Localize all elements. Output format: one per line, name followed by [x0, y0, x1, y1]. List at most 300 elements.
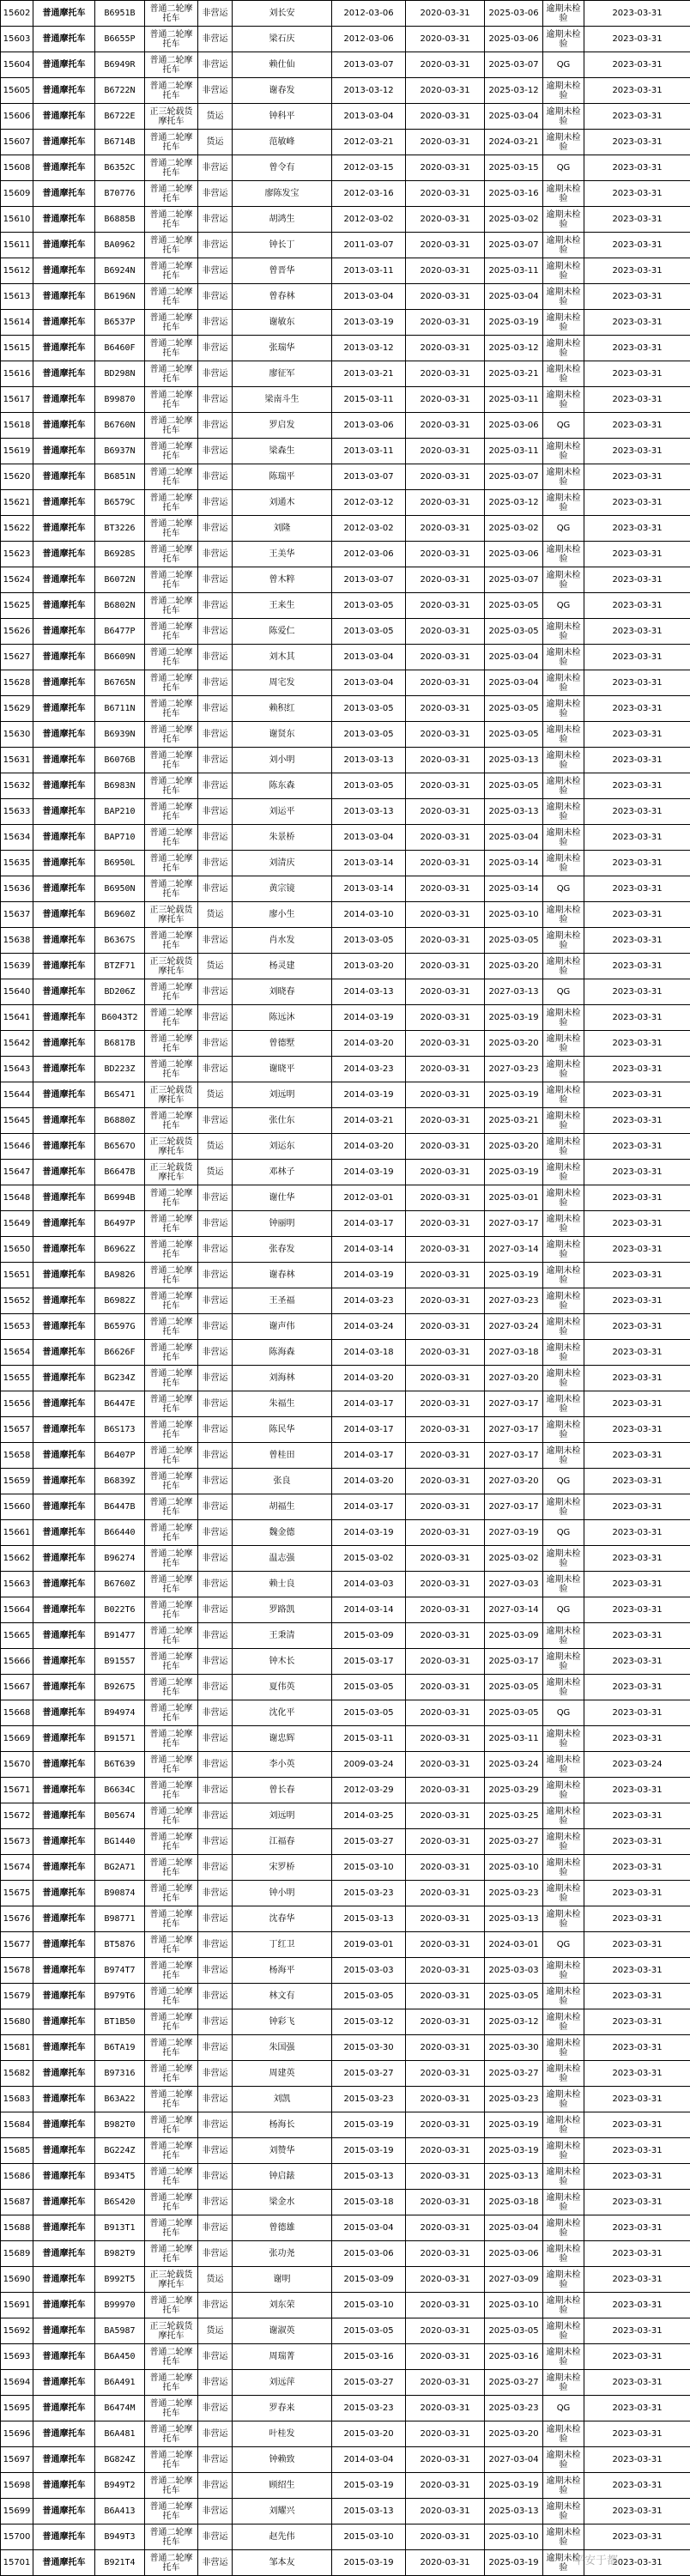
registration-date-cell: 2020-03-31 [406, 2112, 485, 2138]
inspection-expiry-date-cell: 2025-03-05 [485, 2318, 543, 2344]
inspection-status-cell: 逾期未检验 [543, 1546, 584, 1572]
row-number-cell: 15699 [1, 2499, 33, 2524]
registration-date-cell: 2020-03-31 [406, 516, 485, 542]
plate-number-cell: BAP210 [95, 799, 145, 825]
row-number-cell: 15613 [1, 284, 33, 310]
usage-type-cell: 非营运 [198, 1314, 233, 1340]
row-number-cell: 15636 [1, 876, 33, 902]
inspection-expiry-date-cell: 2025-03-11 [485, 387, 543, 413]
inspection-expiry-date-cell: 2025-03-04 [485, 2215, 543, 2241]
table-row [1, 876, 690, 902]
inspection-status-cell: 逾期未检验 [543, 361, 584, 387]
inspection-status-cell: QG [543, 1469, 584, 1494]
table-row [1, 104, 690, 130]
usage-type-cell: 非营运 [198, 1649, 233, 1675]
vehicle-type-cell: 普通摩托车 [33, 258, 95, 284]
vehicle-type-cell: 普通摩托车 [33, 1108, 95, 1134]
inspection-status-cell: 逾期未检验 [543, 2370, 584, 2396]
vehicle-type-cell: 普通摩托车 [33, 1082, 95, 1108]
vehicle-type-cell: 普通摩托车 [33, 1726, 95, 1752]
first-registration-date-cell: 2014-03-14 [332, 1237, 406, 1263]
owner-name-cell: 谢声伟 [233, 1314, 332, 1340]
registration-date-cell: 2020-03-31 [406, 1057, 485, 1082]
inspection-expiry-date-cell: 2025-03-20 [485, 954, 543, 979]
inspection-status-cell: 逾期未检验 [543, 2447, 584, 2473]
row-number-cell: 15658 [1, 1443, 33, 1469]
first-registration-date-cell: 2013-03-07 [332, 464, 406, 490]
first-registration-date-cell: 2015-03-13 [332, 2499, 406, 2524]
vehicle-model-cell: 普通二轮摩托车 [145, 1288, 198, 1314]
vehicle-model-cell: 普通二轮摩托车 [145, 336, 198, 361]
inspection-status-cell: 逾期未检验 [543, 1057, 584, 1082]
inspection-expiry-date-cell: 2027-03-24 [485, 1314, 543, 1340]
row-number-cell: 15676 [1, 1906, 33, 1932]
watermark-text: 平安于都 [573, 2555, 619, 2567]
cutoff-date-cell: 2023-03-31 [584, 1185, 690, 1211]
row-number-cell: 15675 [1, 1881, 33, 1906]
cutoff-date-cell: 2023-03-31 [584, 1803, 690, 1829]
first-registration-date-cell: 2015-03-19 [332, 2550, 406, 2576]
table-row [1, 1494, 690, 1520]
table-row [1, 1340, 690, 1366]
vehicle-model-cell: 普通二轮摩托车 [145, 207, 198, 233]
inspection-status-cell: 逾期未检验 [543, 387, 584, 413]
cutoff-date-cell: 2023-03-31 [584, 2396, 690, 2421]
usage-type-cell: 非营运 [198, 2293, 233, 2318]
plate-number-cell: B6760Z [95, 1572, 145, 1597]
cutoff-date-cell: 2023-03-31 [584, 284, 690, 310]
plate-number-cell: B934T5 [95, 2164, 145, 2190]
table-row [1, 1211, 690, 1237]
first-registration-date-cell: 2014-03-18 [332, 1340, 406, 1366]
inspection-expiry-date-cell: 2027-03-17 [485, 1494, 543, 1520]
registration-date-cell: 2020-03-31 [406, 2473, 485, 2499]
first-registration-date-cell: 2013-03-07 [332, 567, 406, 593]
owner-name-cell: 钟科平 [233, 104, 332, 130]
inspection-expiry-date-cell: 2025-03-06 [485, 413, 543, 439]
inspection-expiry-date-cell: 2025-03-25 [485, 1803, 543, 1829]
owner-name-cell: 江福春 [233, 1829, 332, 1855]
cutoff-date-cell: 2023-03-31 [584, 490, 690, 516]
first-registration-date-cell: 2013-03-12 [332, 336, 406, 361]
table-body [1, 1, 690, 2576]
cutoff-date-cell: 2023-03-31 [584, 593, 690, 619]
usage-type-cell: 非营运 [198, 979, 233, 1005]
row-number-cell: 15621 [1, 490, 33, 516]
table-row [1, 1906, 690, 1932]
registration-date-cell: 2020-03-31 [406, 542, 485, 567]
cutoff-date-cell: 2023-03-31 [584, 1134, 690, 1160]
table-row [1, 78, 690, 104]
registration-date-cell: 2020-03-31 [406, 748, 485, 773]
row-number-cell: 15604 [1, 52, 33, 78]
table-row [1, 1520, 690, 1546]
owner-name-cell: 叶桂发 [233, 2421, 332, 2447]
inspection-expiry-date-cell: 2025-03-19 [485, 2138, 543, 2164]
cutoff-date-cell: 2023-03-31 [584, 1, 690, 27]
first-registration-date-cell: 2014-03-20 [332, 1366, 406, 1391]
owner-name-cell: 廖征军 [233, 361, 332, 387]
inspection-status-cell: QG [543, 1932, 584, 1958]
first-registration-date-cell: 2012-03-12 [332, 490, 406, 516]
cutoff-date-cell: 2023-03-31 [584, 233, 690, 258]
vehicle-type-cell: 普通摩托车 [33, 2035, 95, 2061]
cutoff-date-cell: 2023-03-31 [584, 954, 690, 979]
cutoff-date-cell: 2023-03-31 [584, 876, 690, 902]
owner-name-cell: 丁红卫 [233, 1932, 332, 1958]
first-registration-date-cell: 2015-03-04 [332, 2215, 406, 2241]
plate-number-cell: B91571 [95, 1726, 145, 1752]
registration-date-cell: 2020-03-31 [406, 851, 485, 876]
plate-number-cell: B6711N [95, 696, 145, 722]
row-number-cell: 15635 [1, 851, 33, 876]
vehicle-type-cell: 普通摩托车 [33, 130, 95, 155]
first-registration-date-cell: 2012-03-06 [332, 27, 406, 52]
owner-name-cell: 谢春发 [233, 78, 332, 104]
plate-number-cell: B921T4 [95, 2550, 145, 2576]
table-row [1, 2087, 690, 2112]
inspection-expiry-date-cell: 2025-03-07 [485, 52, 543, 78]
vehicle-model-cell: 普通二轮摩托车 [145, 2447, 198, 2473]
inspection-status-cell: 逾期未检验 [543, 825, 584, 851]
vehicle-type-cell: 普通摩托车 [33, 2061, 95, 2087]
inspection-expiry-date-cell: 2025-03-06 [485, 1, 543, 27]
first-registration-date-cell: 2015-03-10 [332, 1855, 406, 1881]
row-number-cell: 15690 [1, 2267, 33, 2293]
owner-name-cell: 王圣福 [233, 1288, 332, 1314]
plate-number-cell: BT1B50 [95, 2009, 145, 2035]
usage-type-cell: 非营运 [198, 2396, 233, 2421]
row-number-cell: 15695 [1, 2396, 33, 2421]
usage-type-cell: 非营运 [198, 1, 233, 27]
plate-number-cell: B6714B [95, 130, 145, 155]
first-registration-date-cell: 2014-03-17 [332, 1211, 406, 1237]
vehicle-type-cell: 普通摩托车 [33, 1906, 95, 1932]
plate-number-cell: B6983N [95, 773, 145, 799]
owner-name-cell: 廖陈发宝 [233, 181, 332, 207]
inspection-status-cell: 逾期未检验 [543, 258, 584, 284]
table-row [1, 928, 690, 954]
inspection-expiry-date-cell: 2025-03-12 [485, 336, 543, 361]
row-number-cell: 15654 [1, 1340, 33, 1366]
first-registration-date-cell: 2012-03-01 [332, 1185, 406, 1211]
registration-date-cell: 2020-03-31 [406, 1005, 485, 1031]
cutoff-date-cell: 2023-03-31 [584, 1700, 690, 1726]
inspection-status-cell: 逾期未检验 [543, 1160, 584, 1185]
usage-type-cell: 非营运 [198, 876, 233, 902]
table-row [1, 284, 690, 310]
inspection-status-cell: 逾期未检验 [543, 336, 584, 361]
vehicle-model-cell: 普通二轮摩托车 [145, 2190, 198, 2215]
inspection-status-cell: 逾期未检验 [543, 696, 584, 722]
table-row [1, 825, 690, 851]
inspection-expiry-date-cell: 2025-03-12 [485, 78, 543, 104]
inspection-status-cell: QG [543, 155, 584, 181]
row-number-cell: 15622 [1, 516, 33, 542]
inspection-status-cell: 逾期未检验 [543, 2550, 584, 2576]
usage-type-cell: 非营运 [198, 490, 233, 516]
registration-date-cell: 2020-03-31 [406, 2087, 485, 2112]
plate-number-cell: B99970 [95, 2293, 145, 2318]
cutoff-date-cell: 2023-03-31 [584, 2138, 690, 2164]
vehicle-model-cell: 正三轮载货摩托车 [145, 2267, 198, 2293]
vehicle-model-cell: 普通二轮摩托车 [145, 1649, 198, 1675]
table-row [1, 1185, 690, 1211]
first-registration-date-cell: 2015-03-18 [332, 2190, 406, 2215]
row-number-cell: 15615 [1, 336, 33, 361]
inspection-status-cell: QG [543, 52, 584, 78]
first-registration-date-cell: 2014-03-17 [332, 1443, 406, 1469]
vehicle-model-cell: 正三轮载货摩托车 [145, 1160, 198, 1185]
row-number-cell: 15619 [1, 439, 33, 464]
vehicle-type-cell: 普通摩托车 [33, 284, 95, 310]
vehicle-model-cell: 普通二轮摩托车 [145, 1469, 198, 1494]
cutoff-date-cell: 2023-03-31 [584, 1881, 690, 1906]
vehicle-type-cell: 普通摩托车 [33, 464, 95, 490]
usage-type-cell: 非营运 [198, 2112, 233, 2138]
vehicle-type-cell: 普通摩托车 [33, 876, 95, 902]
vehicle-type-cell: 普通摩托车 [33, 336, 95, 361]
vehicle-model-cell: 普通二轮摩托车 [145, 1391, 198, 1417]
registration-date-cell: 2020-03-31 [406, 2164, 485, 2190]
cutoff-date-cell: 2023-03-31 [584, 1288, 690, 1314]
cutoff-date-cell: 2023-03-31 [584, 1443, 690, 1469]
first-registration-date-cell: 2015-03-23 [332, 2396, 406, 2421]
cutoff-date-cell: 2023-03-31 [584, 2061, 690, 2087]
owner-name-cell: 罗路凯 [233, 1597, 332, 1623]
vehicle-model-cell: 普通二轮摩托车 [145, 1932, 198, 1958]
inspection-expiry-date-cell: 2025-03-02 [485, 516, 543, 542]
plate-number-cell: B6634C [95, 1778, 145, 1803]
first-registration-date-cell: 2013-03-11 [332, 439, 406, 464]
owner-name-cell: 周瑞菁 [233, 2344, 332, 2370]
vehicle-model-cell: 普通二轮摩托车 [145, 387, 198, 413]
first-registration-date-cell: 2015-03-09 [332, 2267, 406, 2293]
vehicle-type-cell: 普通摩托车 [33, 748, 95, 773]
inspection-status-cell: 逾期未检验 [543, 1391, 584, 1417]
inspection-expiry-date-cell: 2027-03-09 [485, 2267, 543, 2293]
inspection-expiry-date-cell: 2027-03-20 [485, 1366, 543, 1391]
registration-date-cell: 2020-03-31 [406, 2293, 485, 2318]
row-number-cell: 15666 [1, 1649, 33, 1675]
usage-type-cell: 非营运 [198, 258, 233, 284]
vehicle-model-cell: 普通二轮摩托车 [145, 1340, 198, 1366]
owner-name-cell: 谢淑英 [233, 2318, 332, 2344]
registration-date-cell: 2020-03-31 [406, 1881, 485, 1906]
first-registration-date-cell: 2015-03-19 [332, 2112, 406, 2138]
owner-name-cell: 刘东荣 [233, 2293, 332, 2318]
table-row [1, 1752, 690, 1778]
inspection-status-cell: 逾期未检验 [543, 1494, 584, 1520]
cutoff-date-cell: 2023-03-31 [584, 1108, 690, 1134]
vehicle-model-cell: 普通二轮摩托车 [145, 1829, 198, 1855]
table-row [1, 954, 690, 979]
table-row [1, 2293, 690, 2318]
vehicle-type-cell: 普通摩托车 [33, 1803, 95, 1829]
table-row [1, 773, 690, 799]
vehicle-model-cell: 正三轮载货摩托车 [145, 954, 198, 979]
inspection-expiry-date-cell: 2027-03-23 [485, 1288, 543, 1314]
vehicle-type-cell: 普通摩托车 [33, 361, 95, 387]
table-row [1, 1675, 690, 1700]
row-number-cell: 15634 [1, 825, 33, 851]
inspection-status-cell: 逾期未检验 [543, 928, 584, 954]
vehicle-model-cell: 普通二轮摩托车 [145, 799, 198, 825]
plate-number-cell: B6994B [95, 1185, 145, 1211]
table-row [1, 310, 690, 336]
inspection-expiry-date-cell: 2025-03-20 [485, 2421, 543, 2447]
first-registration-date-cell: 2013-03-13 [332, 799, 406, 825]
plate-number-cell: B979T6 [95, 1984, 145, 2009]
vehicle-model-cell: 普通二轮摩托车 [145, 1237, 198, 1263]
cutoff-date-cell: 2023-03-31 [584, 104, 690, 130]
vehicle-model-cell: 普通二轮摩托车 [145, 1494, 198, 1520]
inspection-status-cell: 逾期未检验 [543, 1263, 584, 1288]
registration-date-cell: 2020-03-31 [406, 876, 485, 902]
row-number-cell: 15633 [1, 799, 33, 825]
cutoff-date-cell: 2023-03-31 [584, 1855, 690, 1881]
owner-name-cell: 张春发 [233, 1237, 332, 1263]
inspection-expiry-date-cell: 2025-03-05 [485, 1675, 543, 1700]
registration-date-cell: 2020-03-31 [406, 361, 485, 387]
table-row [1, 1469, 690, 1494]
cutoff-date-cell: 2023-03-31 [584, 979, 690, 1005]
cutoff-date-cell: 2023-03-31 [584, 78, 690, 104]
vehicle-model-cell: 普通二轮摩托车 [145, 1211, 198, 1237]
cutoff-date-cell: 2023-03-31 [584, 464, 690, 490]
inspection-expiry-date-cell: 2025-03-15 [485, 155, 543, 181]
inspection-status-cell: 逾期未检验 [543, 1340, 584, 1366]
cutoff-date-cell: 2023-03-31 [584, 1160, 690, 1185]
row-number-cell: 15657 [1, 1417, 33, 1443]
registration-date-cell: 2020-03-31 [406, 413, 485, 439]
table-row [1, 542, 690, 567]
inspection-status-cell: 逾期未检验 [543, 2241, 584, 2267]
plate-number-cell: B6937N [95, 439, 145, 464]
table-row [1, 593, 690, 619]
row-number-cell: 15677 [1, 1932, 33, 1958]
inspection-status-cell: 逾期未检验 [543, 1443, 584, 1469]
table-row [1, 2009, 690, 2035]
usage-type-cell: 非营运 [198, 1340, 233, 1366]
cutoff-date-cell: 2023-03-31 [584, 542, 690, 567]
registration-date-cell: 2020-03-31 [406, 52, 485, 78]
owner-name-cell: 曾晋华 [233, 258, 332, 284]
inspection-expiry-date-cell: 2025-03-19 [485, 2550, 543, 2576]
owner-name-cell: 曾德墅 [233, 1031, 332, 1057]
cutoff-date-cell: 2023-03-31 [584, 1597, 690, 1623]
vehicle-model-cell: 普通二轮摩托车 [145, 181, 198, 207]
inspection-status-cell: 逾期未检验 [543, 1211, 584, 1237]
plate-number-cell: B6474M [95, 2396, 145, 2421]
inspection-status-cell: 逾期未检验 [543, 1675, 584, 1700]
usage-type-cell: 非营运 [198, 1391, 233, 1417]
first-registration-date-cell: 2012-03-16 [332, 181, 406, 207]
vehicle-model-cell: 正三轮载货摩托车 [145, 902, 198, 928]
cutoff-date-cell: 2023-03-31 [584, 1623, 690, 1649]
first-registration-date-cell: 2015-03-05 [332, 1700, 406, 1726]
inspection-status-cell: 逾期未检验 [543, 2087, 584, 2112]
vehicle-type-cell: 普通摩托车 [33, 155, 95, 181]
vehicle-model-cell: 普通二轮摩托车 [145, 1263, 198, 1288]
row-number-cell: 15656 [1, 1391, 33, 1417]
plate-number-cell: B6A413 [95, 2499, 145, 2524]
cutoff-date-cell: 2023-03-31 [584, 696, 690, 722]
vehicle-type-cell: 普通摩托车 [33, 645, 95, 670]
row-number-cell: 15648 [1, 1185, 33, 1211]
inspection-expiry-date-cell: 2025-03-10 [485, 2293, 543, 2318]
inspection-status-cell: 逾期未检验 [543, 799, 584, 825]
vehicle-model-cell: 普通二轮摩托车 [145, 2112, 198, 2138]
table-row [1, 1057, 690, 1082]
plate-number-cell: B6951B [95, 1, 145, 27]
inspection-status-cell: 逾期未检验 [543, 207, 584, 233]
registration-date-cell: 2020-03-31 [406, 233, 485, 258]
plate-number-cell: B6407P [95, 1443, 145, 1469]
usage-type-cell: 非营运 [198, 542, 233, 567]
row-number-cell: 15665 [1, 1623, 33, 1649]
registration-date-cell: 2020-03-31 [406, 258, 485, 284]
usage-type-cell: 非营运 [198, 2215, 233, 2241]
vehicle-model-cell: 普通二轮摩托车 [145, 130, 198, 155]
inspection-status-cell: 逾期未检验 [543, 954, 584, 979]
registration-date-cell: 2020-03-31 [406, 1108, 485, 1134]
row-number-cell: 15643 [1, 1057, 33, 1082]
registration-date-cell: 2020-03-31 [406, 1288, 485, 1314]
inspection-expiry-date-cell: 2025-03-23 [485, 2396, 543, 2421]
row-number-cell: 15628 [1, 670, 33, 696]
registration-date-cell: 2020-03-31 [406, 1829, 485, 1855]
row-number-cell: 15679 [1, 1984, 33, 2009]
vehicle-model-cell: 普通二轮摩托车 [145, 2524, 198, 2550]
owner-name-cell: 钟木长 [233, 1649, 332, 1675]
owner-name-cell: 钟长丁 [233, 233, 332, 258]
plate-number-cell: B98771 [95, 1906, 145, 1932]
first-registration-date-cell: 2014-03-21 [332, 1108, 406, 1134]
row-number-cell: 15701 [1, 2550, 33, 2576]
usage-type-cell: 非营运 [198, 1829, 233, 1855]
inspection-status-cell: 逾期未检验 [543, 1855, 584, 1881]
inspection-status-cell: 逾期未检验 [543, 2009, 584, 2035]
registration-date-cell: 2020-03-31 [406, 387, 485, 413]
plate-number-cell: B6497P [95, 1211, 145, 1237]
vehicle-model-cell: 普通二轮摩托车 [145, 1546, 198, 1572]
usage-type-cell: 货运 [198, 104, 233, 130]
first-registration-date-cell: 2015-03-09 [332, 1623, 406, 1649]
usage-type-cell: 非营运 [198, 722, 233, 748]
registration-date-cell: 2020-03-31 [406, 1263, 485, 1288]
cutoff-date-cell: 2023-03-31 [584, 722, 690, 748]
usage-type-cell: 非营运 [198, 1546, 233, 1572]
owner-name-cell: 陈民华 [233, 1417, 332, 1443]
plate-number-cell: B6626F [95, 1340, 145, 1366]
inspection-expiry-date-cell: 2024-03-21 [485, 130, 543, 155]
row-number-cell: 15670 [1, 1752, 33, 1778]
usage-type-cell: 非营运 [198, 2009, 233, 2035]
inspection-status-cell: 逾期未检验 [543, 1906, 584, 1932]
registration-date-cell: 2020-03-31 [406, 27, 485, 52]
inspection-status-cell: 逾期未检验 [543, 233, 584, 258]
usage-type-cell: 非营运 [198, 1778, 233, 1803]
registration-date-cell: 2020-03-31 [406, 2138, 485, 2164]
registration-date-cell: 2020-03-31 [406, 181, 485, 207]
vehicle-type-cell: 普通摩托车 [33, 2344, 95, 2370]
vehicle-type-cell: 普通摩托车 [33, 2370, 95, 2396]
usage-type-cell: 非营运 [198, 1726, 233, 1752]
usage-type-cell: 非营运 [198, 387, 233, 413]
usage-type-cell: 非营运 [198, 1803, 233, 1829]
first-registration-date-cell: 2013-03-05 [332, 696, 406, 722]
